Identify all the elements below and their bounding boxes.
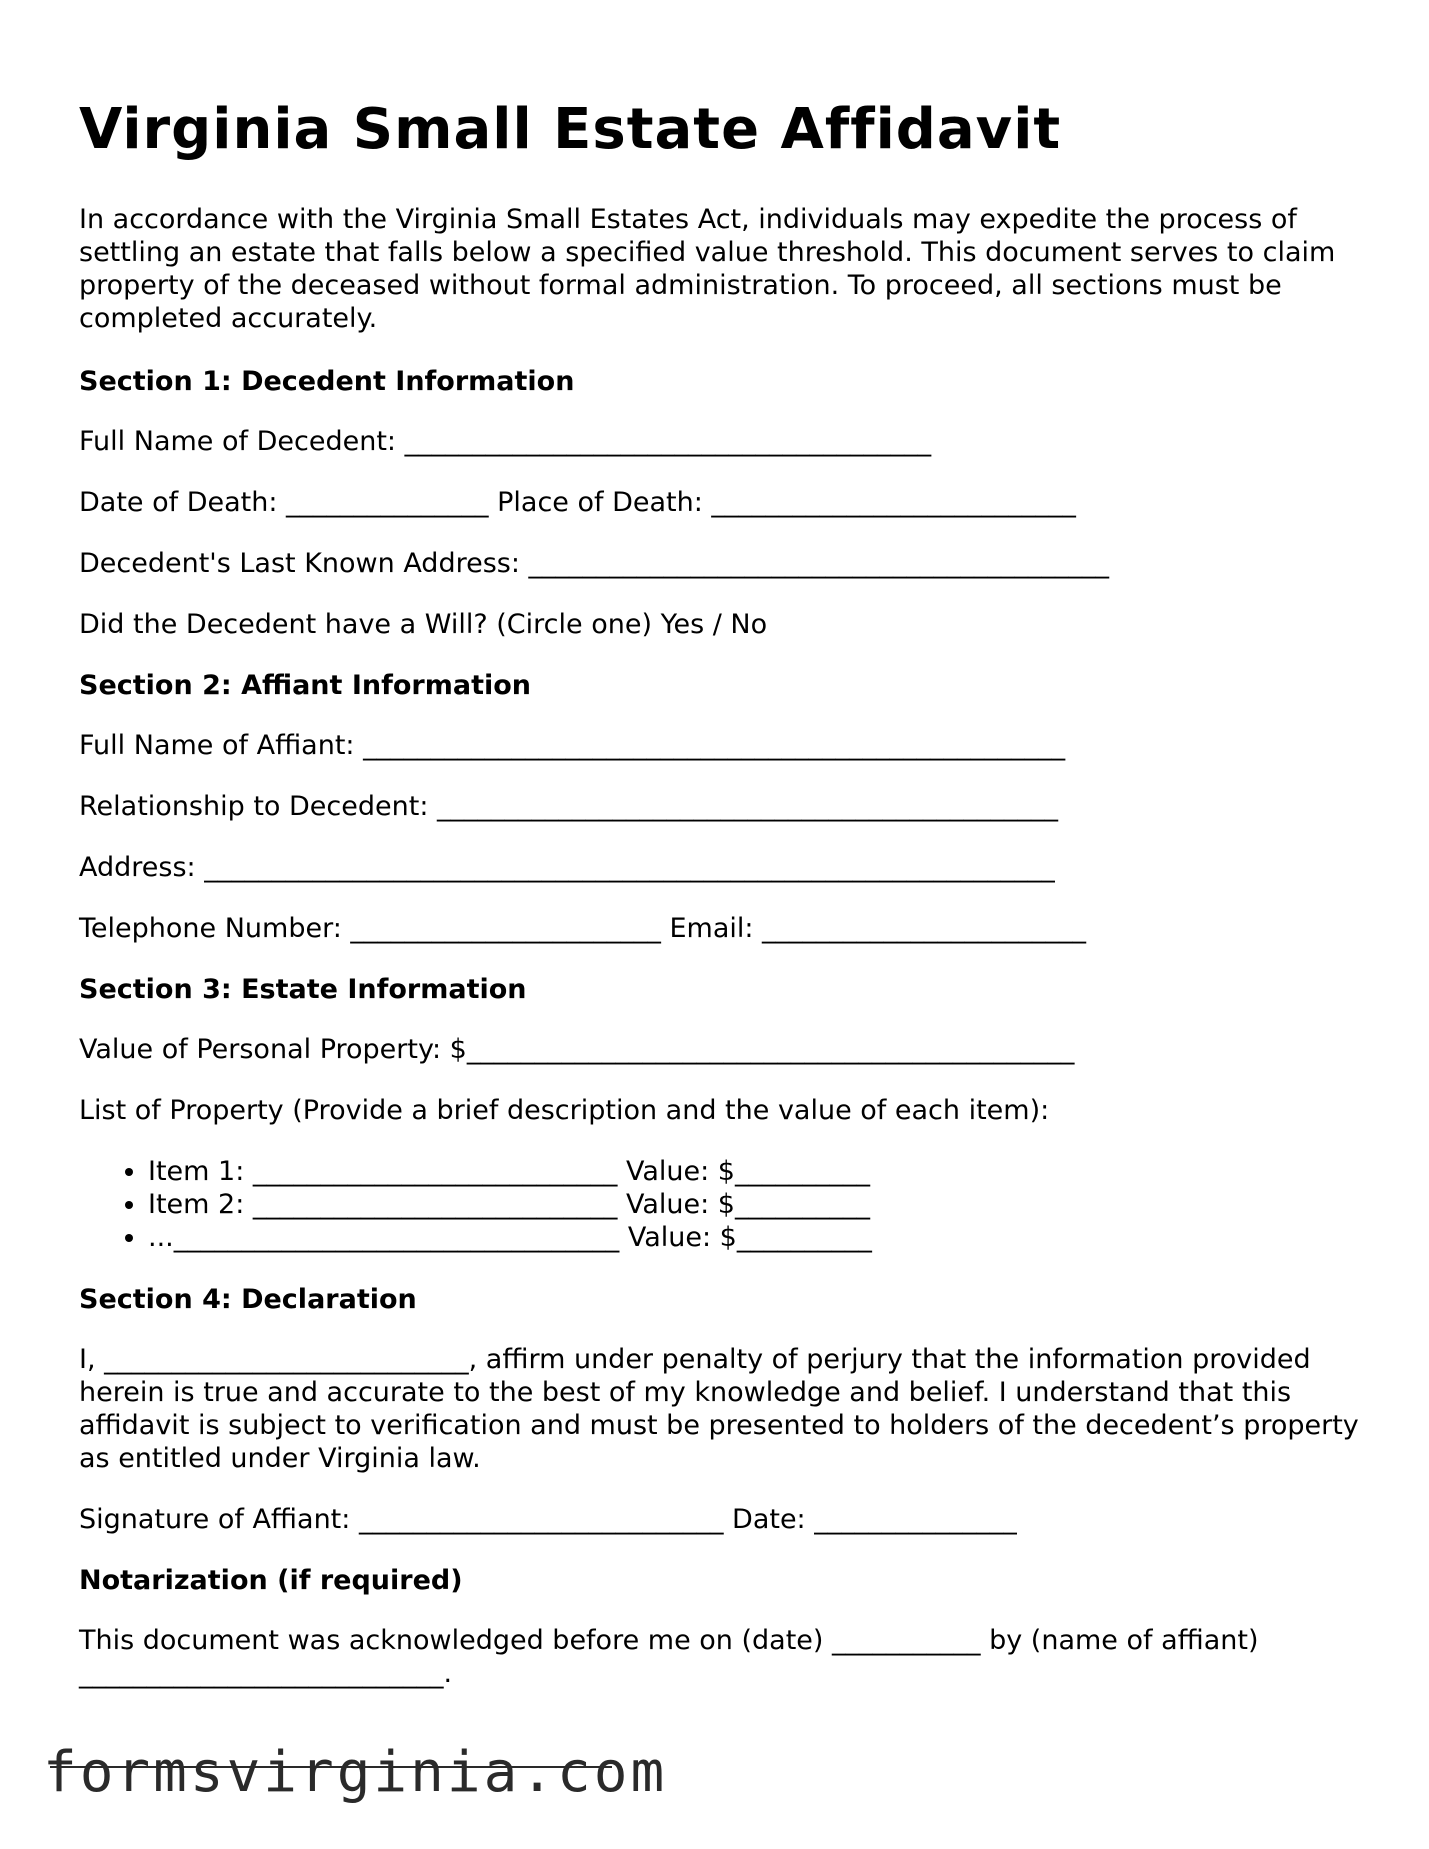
intro-paragraph: In accordance with the Virginia Small Estates Act, individuals may expedite the process of settling an estate that falls below a specified value threshold. This document serves to claim property of the deceased without formal administration. To proceed, all sections must be completed accurately. [79,204,1336,335]
affidavit-document [79,96,1359,1718]
notarization-heading: Notarization (if required) [79,1565,463,1597]
notarization-paragraph: This document was acknowledged before me on (date) ___________ by (name of affiant) ___________________________. [79,1625,1259,1690]
section3-heading: Section 3: Estate Information [79,974,527,1006]
relationship-field: Relationship to Decedent: ______________________________________________ [79,791,1059,823]
document-title: Virginia Small Estate Affidavit [79,97,1062,162]
property-list-item: • ..._________________________________ Value: $__________ [148,1221,1359,1254]
property-list-item: • Item 1: ___________________________ Value: $__________ [148,1155,1359,1188]
section2-heading: Section 2: Affiant Information [79,670,531,702]
section4-heading: Section 4: Declaration [79,1284,417,1316]
affiant-full-name-field: Full Name of Affiant: ____________________________________________________ [79,730,1066,762]
death-date-place-field: Date of Death: _______________ Place of Death: ___________________________ [79,487,1076,519]
declaration-paragraph: I, ___________________________, affirm under penalty of perjury that the information provided herein is true and accurate to the best of my knowledge and belief. I understand that this affidavit is subject to verification and must be presented to holders of the decedent’s property as entitled under Virginia law. [79,1344,1359,1475]
personal-property-value-field: Value of Personal Property: $_____________________________________________ [79,1034,1075,1066]
affiant-address-field: Address: _______________________________________________________________ [79,852,1055,884]
decedent-address-field: Decedent's Last Known Address: ___________________________________________ [79,548,1110,580]
property-list-intro: List of Property (Provide a brief description and the value of each item): [79,1095,1050,1127]
section1-heading: Section 1: Decedent Information [79,366,575,398]
will-question: Did the Decedent have a Will? (Circle one) Yes / No [79,609,768,641]
property-list-item: • Item 2: ___________________________ Value: $__________ [148,1188,1359,1221]
contact-field: Telephone Number: _______________________ Email: ________________________ [79,913,1087,945]
decedent-full-name-field: Full Name of Decedent: _______________________________________ [79,426,932,458]
signature-date-field: Signature of Affiant: ___________________________ Date: _______________ [79,1504,1017,1536]
watermark-text: formsvirginia.com [43,1740,668,1805]
property-list [79,1155,1359,1254]
